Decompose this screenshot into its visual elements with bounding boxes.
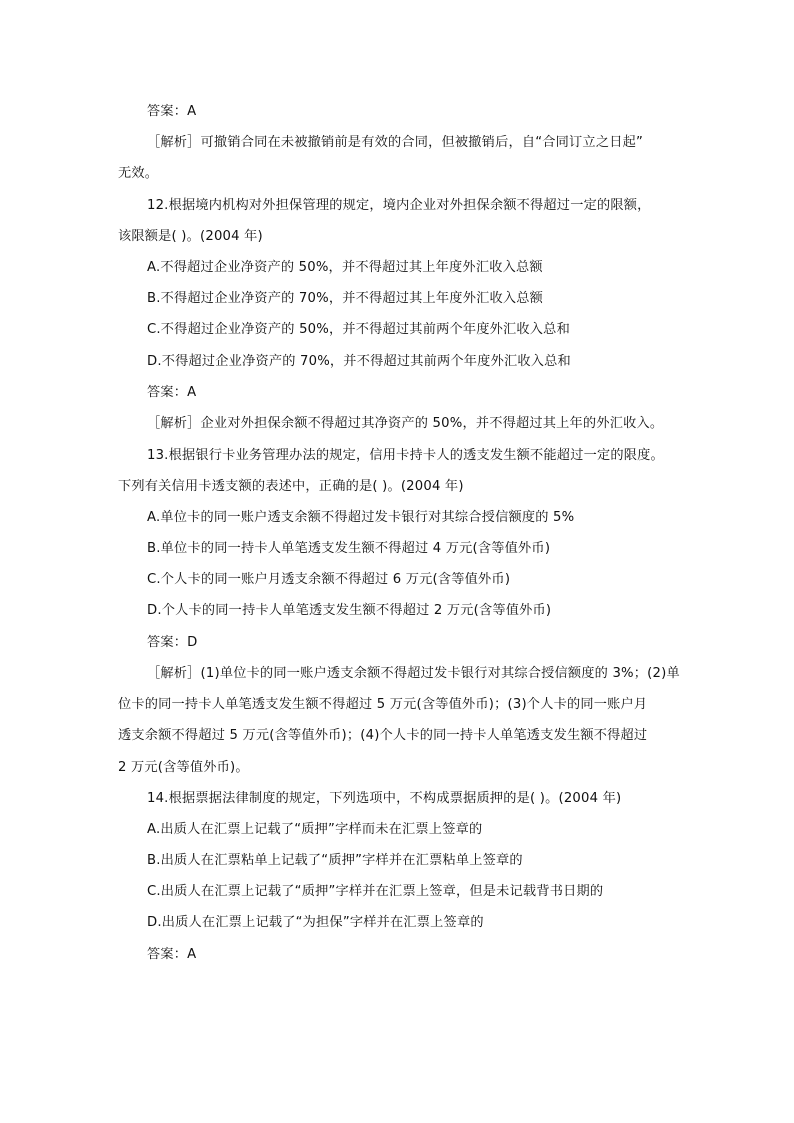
answer-line: 答案：A	[147, 104, 197, 119]
option-a: A.不得超过企业净资产的 50%，并不得超过其上年度外汇收入总额	[147, 260, 543, 275]
option-c: C.个人卡的同一账户月透支余额不得超过 6 万元(含等值外币)	[147, 572, 511, 587]
option-d: D.出质人在汇票上记载了“为担保”字样并在汇票上签章的	[147, 915, 484, 930]
question-14: 14.根据票据法律制度的规定，下列选项中，不构成票据质押的是( )。(2004 年)	[147, 791, 622, 806]
option-c: C.出质人在汇票上记载了“质押”字样并在汇票上签章，但是未记载背书日期的	[147, 884, 604, 899]
question-13-continuation: 下列有关信用卡透支额的表述中，正确的是( )。(2004 年)	[118, 479, 464, 494]
question-12: 12.根据境内机构对外担保管理的规定，境内企业对外担保余额不得超过一定的限额，	[147, 198, 651, 213]
option-c: C.不得超过企业净资产的 50%，并不得超过其前两个年度外汇收入总和	[147, 322, 570, 337]
option-a: A.单位卡的同一账户透支余额不得超过发卡银行对其综合授信额度的 5%	[147, 510, 575, 525]
explanation-continuation: 2 万元(含等值外币)。	[118, 760, 249, 775]
explanation-line: ［解析］(1)单位卡的同一账户透支余额不得超过发卡银行对其综合授信额度的 3%；(2)单	[147, 666, 680, 681]
option-b: B.不得超过企业净资产的 70%，并不得超过其上年度外汇收入总额	[147, 291, 544, 306]
answer-line: 答案：A	[147, 385, 197, 400]
answer-line: 答案：D	[147, 635, 198, 650]
option-a: A.出质人在汇票上记载了“质押”字样而未在汇票上签章的	[147, 822, 483, 837]
question-13: 13.根据银行卡业务管理办法的规定，信用卡持卡人的透支发生额不能超过一定的限度。	[147, 448, 664, 463]
question-12-continuation: 该限额是( )。(2004 年)	[118, 229, 263, 244]
option-d: D.不得超过企业净资产的 70%，并不得超过其前两个年度外汇收入总和	[147, 354, 571, 369]
option-b: B.单位卡的同一持卡人单笔透支发生额不得超过 4 万元(含等值外币)	[147, 541, 551, 556]
explanation-line: ［解析］企业对外担保余额不得超过其净资产的 50%，并不得超过其上年的外汇收入。	[147, 416, 664, 431]
explanation-continuation: 无效。	[118, 166, 159, 181]
option-b: B.出质人在汇票粘单上记载了“质押”字样并在汇票粘单上签章的	[147, 853, 523, 868]
explanation-continuation: 透支余额不得超过 5 万元(含等值外币)；(4)个人卡的同一持卡人单笔透支发生额不得超过	[118, 728, 648, 743]
answer-line: 答案：A	[147, 947, 197, 962]
option-d: D.个人卡的同一持卡人单笔透支发生额不得超过 2 万元(含等值外币)	[147, 603, 552, 618]
explanation-continuation: 位卡的同一持卡人单笔透支发生额不得超过 5 万元(含等值外币)；(3)个人卡的同一账户月	[118, 697, 648, 712]
explanation-line: ［解析］可撤销合同在未被撤销前是有效的合同，但被撤销后，自“合同订立之日起”	[147, 135, 644, 150]
